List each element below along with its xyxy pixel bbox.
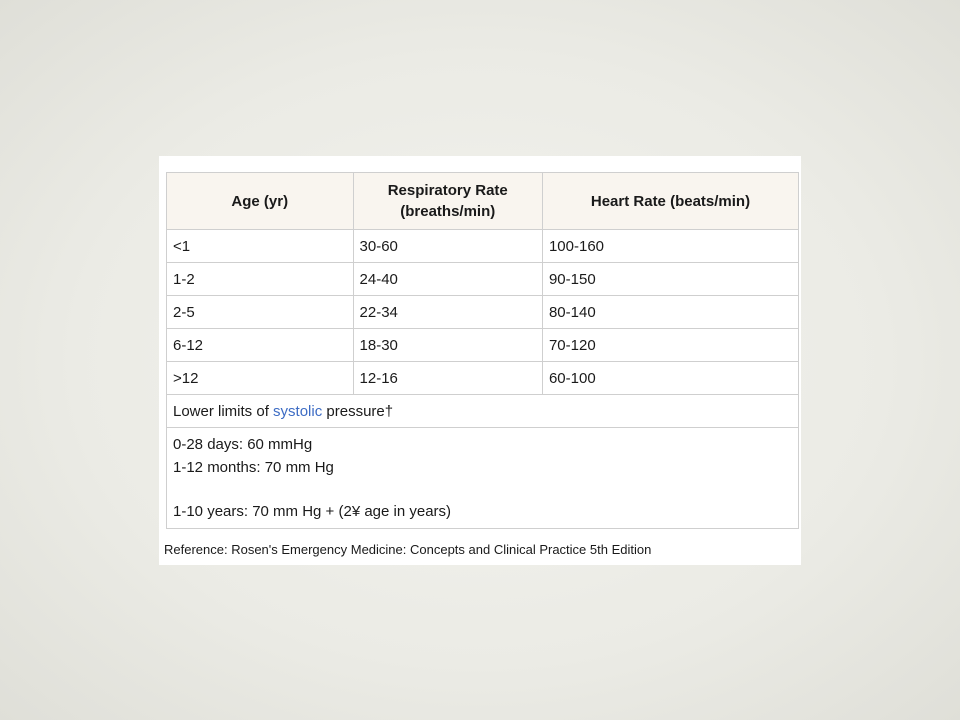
cell-resp: 22-34	[353, 296, 542, 329]
spacer	[173, 479, 798, 500]
cell-heart: 60-100	[542, 362, 798, 395]
table-row	[167, 230, 799, 263]
cell-resp: 18-30	[353, 329, 542, 362]
reference-citation: Reference: Rosen's Emergency Medicine: Concepts and Clinical Practice 5th Edition	[164, 542, 652, 557]
systolic-limit-neonate: 0-28 days: 60 mmHg	[173, 436, 313, 453]
cell-heart: 70-120	[542, 329, 798, 362]
cell-age: 6-12	[167, 329, 354, 362]
cell-age: 2-5	[167, 296, 354, 329]
cell-age: >12	[167, 362, 354, 395]
systolic-limits-cell	[167, 428, 799, 529]
cell-resp: 30-60	[353, 230, 542, 263]
cell-heart: 100-160	[542, 230, 798, 263]
cell-age: 1-2	[167, 263, 354, 296]
table-row	[167, 296, 799, 329]
systolic-limit-child: 1-10 years: 70 mm Hg + (2¥ age in years)	[173, 503, 452, 520]
systolic-note-row	[167, 395, 799, 428]
systolic-note-prefix: Lower limits of	[173, 402, 274, 420]
cell-heart: 90-150	[542, 263, 798, 296]
vital-signs-table	[166, 172, 799, 529]
header-age: Age (yr)	[167, 173, 354, 230]
table-row	[167, 362, 799, 395]
systolic-note-suffix: pressure†	[322, 402, 394, 420]
systolic-note-cell	[167, 395, 799, 428]
header-resp-line1: Respiratory Rate	[387, 182, 508, 199]
header-respiratory-rate	[353, 173, 542, 230]
systolic-link[interactable]: systolic	[273, 402, 323, 420]
cell-resp: 12-16	[353, 362, 542, 395]
slide-content-card	[159, 156, 801, 565]
table-row	[167, 329, 799, 362]
cell-age: <1	[167, 230, 354, 263]
table-header-row	[167, 173, 799, 230]
systolic-limits-row	[167, 428, 799, 529]
table-row	[167, 263, 799, 296]
cell-heart: 80-140	[542, 296, 798, 329]
header-heart-rate: Heart Rate (beats/min)	[542, 173, 798, 230]
header-resp-line2: (breaths/min)	[400, 203, 496, 220]
cell-resp: 24-40	[353, 263, 542, 296]
systolic-limit-infant: 1-12 months: 70 mm Hg	[173, 459, 334, 476]
